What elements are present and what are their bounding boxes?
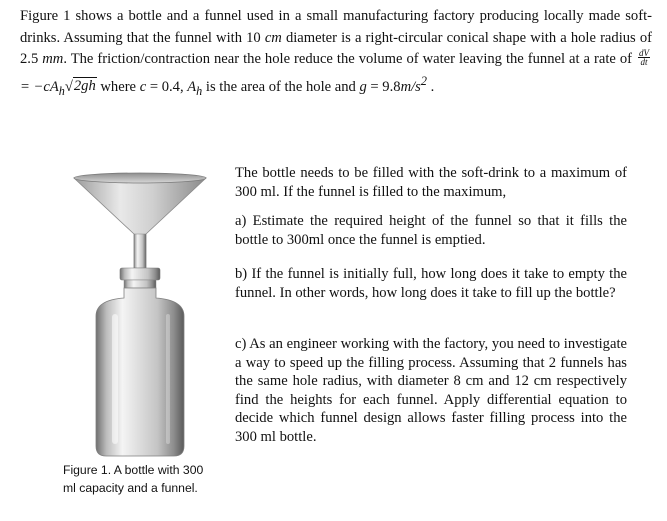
funnel — [74, 173, 206, 268]
var-A-subscript: h — [196, 83, 203, 98]
equation-subscript: h — [58, 83, 65, 98]
question-b: b) If the funnel is initially full, how long does it take to empty the funnel. In other words, how long does it take to fill up the bottle? — [235, 266, 627, 301]
bottle — [96, 268, 184, 456]
var-g: g — [359, 78, 367, 95]
questions-intro: The bottle needs to be filled with the soft-drink to a maximum of 300 ml. If the funnel is filled to the maximum, — [235, 165, 627, 200]
var-c: c — [139, 78, 147, 95]
fraction-numerator: dV — [639, 48, 650, 59]
intro-text-2: diameter is a right-circular conical shape with a hole radius of 2.5 — [20, 29, 652, 67]
intro-text-7: = 9.8 — [366, 78, 401, 95]
sqrt-body: 2gh — [73, 78, 96, 95]
question-c: c) As an engineer working with the factory, you need to investigate a way to speed up the filling process. Assuming that 2 funnels has the same hole radius, with diameter 8 cm and 12 cm respectively find the heights for each funnel. Apply differential equation to decide which funnel design allows faster filling process into the 300 ml bottle. — [235, 336, 627, 445]
var-A: A — [187, 78, 197, 95]
unit-ms2: m/s — [400, 78, 421, 95]
intro-text-5: = 0.4, — [146, 78, 188, 95]
fraction-denominator: dt — [640, 57, 648, 68]
figure-caption: Figure 1. A bottle with 300 ml capacity and a funnel. — [63, 463, 204, 495]
intro-text-8: . — [426, 78, 435, 95]
unit-mm: mm — [42, 51, 64, 67]
problem-statement — [20, 6, 652, 102]
intro-text-6: is the area of the hole and — [202, 78, 360, 95]
question-a: a) Estimate the required height of the funnel so that it fills the bottle to 300ml once the funnel is emptied. — [235, 213, 627, 248]
intro-text-4: where — [96, 78, 140, 95]
intro-text-3: . The friction/contraction near the hole reduce the volume of water leaving the funnel at a rate of — [63, 51, 637, 67]
rate-fraction — [638, 49, 650, 66]
unit-cm: cm — [264, 29, 282, 46]
sqrt-symbol: √ — [64, 78, 73, 95]
bottle-funnel-illustration — [66, 164, 214, 460]
unit-superscript: 2 — [420, 73, 427, 88]
intro-text-1: Figure 1 shows a bottle and a funnel used in a small manufacturing factory producing locally made soft-drinks. Assuming that the funnel with 10 — [20, 8, 652, 46]
equation-rhs: = −cA — [20, 78, 59, 95]
